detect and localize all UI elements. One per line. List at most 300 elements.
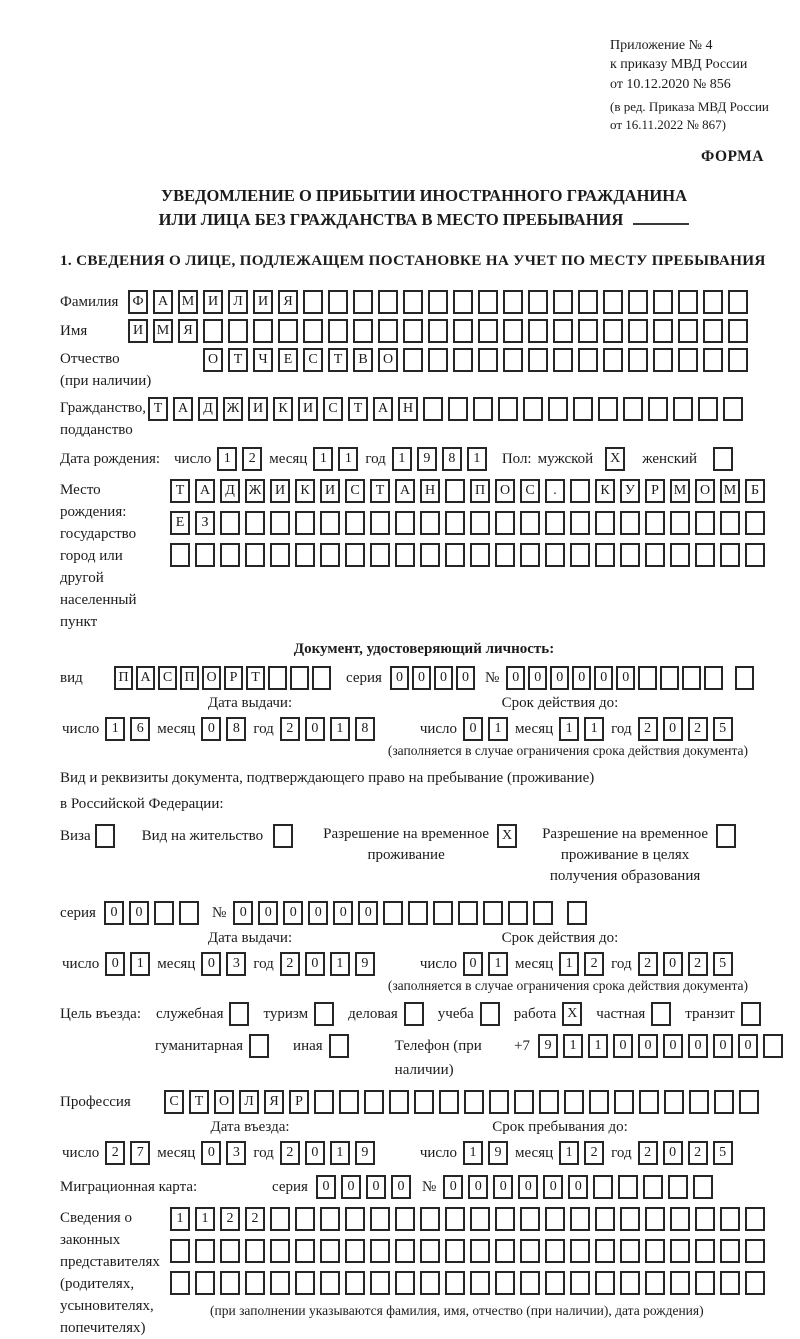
char-cell: 0 [568,1175,588,1199]
char-cell: П [114,666,133,690]
char-cell [653,319,673,343]
char-cell [249,1034,269,1058]
char-cell: 1 [130,952,150,976]
char-cell [378,319,398,343]
form-title [60,184,788,232]
char-cell [573,397,593,421]
phone-group [395,1034,788,1082]
char-cell: Л [239,1090,259,1114]
date-part-label: год [611,1144,632,1161]
name-label: Имя [60,322,88,339]
char-cell [643,1175,663,1199]
char-cell [589,1090,609,1114]
visa-option [60,824,120,848]
migration-number-label: № [421,1178,437,1195]
char-cell: 2 [638,717,658,741]
char-cell [220,1239,240,1263]
char-cell [428,348,448,372]
char-cell [470,543,490,567]
stay-date-headings [60,930,788,950]
stay-until-boxes [418,1141,738,1165]
char-cell [428,319,448,343]
char-cell: 0 [305,952,325,976]
char-cell: 2 [280,1141,300,1165]
char-cell [570,543,590,567]
doc-issue-date-boxes [60,717,380,741]
char-cell [735,666,754,690]
purpose-business-checkbox [404,1002,429,1026]
char-cell [645,1239,665,1263]
char-cell: 0 [434,666,453,690]
char-cell: Т [370,479,390,503]
surname-boxes [128,290,753,314]
guardians-boxes-stack [170,1207,770,1295]
char-cell [720,1207,740,1231]
purpose-row-1 [60,1002,788,1026]
char-cell: 2 [242,447,262,471]
guardians-label-line2: законных [60,1231,121,1248]
doc-issue-date-heading: Дата выдачи: [207,694,293,711]
date-part-boxes [201,717,251,741]
char-cell: С [158,666,177,690]
char-cell [548,397,568,421]
section-1-fields [60,290,788,1339]
temp-residence-edu-label-line1: Разрешение на временное [542,825,709,842]
date-part-boxes [463,1141,513,1165]
sex-label: Пол: [501,450,532,467]
char-cell [668,1175,688,1199]
char-cell: 2 [688,717,708,741]
date-part-label: год [611,955,632,972]
char-cell [670,511,690,535]
char-cell [695,511,715,535]
char-cell [179,901,199,925]
char-cell [703,290,723,314]
char-cell [670,1271,690,1295]
char-cell [564,1090,584,1114]
stay-number-label: № [211,904,227,921]
entry-dates-row [60,1141,788,1165]
char-cell [645,1207,665,1231]
char-cell [523,397,543,421]
char-cell [618,1175,638,1199]
char-cell [741,1002,761,1026]
char-cell: 1 [330,1141,350,1165]
char-cell [345,1271,365,1295]
char-cell [345,1207,365,1231]
char-cell [370,1271,390,1295]
surname-label: Фамилия [60,293,119,310]
char-cell: 9 [355,952,375,976]
char-cell: М [178,290,198,314]
char-cell: Д [220,479,240,503]
char-cell: А [395,479,415,503]
char-cell [695,543,715,567]
char-cell [720,511,740,535]
char-cell [695,1207,715,1231]
char-cell [570,1271,590,1295]
char-cell [448,397,468,421]
char-cell [483,901,503,925]
char-cell: 0 [528,666,547,690]
char-cell [693,1175,713,1199]
char-cell: 0 [663,1141,683,1165]
date-part-boxes [280,952,380,976]
char-cell [478,348,498,372]
char-cell [433,901,453,925]
char-cell [295,543,315,567]
char-cell: 0 [493,1175,513,1199]
char-cell: 1 [170,1207,190,1231]
purpose-option-transit [685,1002,765,1026]
date-part-boxes [201,1141,251,1165]
char-cell: К [273,397,293,421]
char-cell [495,511,515,535]
char-cell: 0 [463,717,483,741]
doc-dates-row [60,717,788,741]
char-cell: 0 [308,901,328,925]
annex-line-2: к приказу МВД России [610,57,748,73]
char-cell [408,901,428,925]
char-cell: А [195,479,215,503]
char-cell: Е [278,348,298,372]
temp-residence-edu-label [542,824,708,887]
char-cell [603,348,623,372]
name-row [60,319,788,343]
char-cell [570,479,590,503]
char-cell [314,1002,334,1026]
date-part-label: год [253,1144,274,1161]
char-cell: 0 [305,717,325,741]
char-cell [704,666,723,690]
purpose-row-2 [60,1034,788,1082]
char-cell [673,397,693,421]
char-cell [370,1239,390,1263]
identity-doc-heading: Документ, удостоверяющий личность: [293,640,555,657]
char-cell: 1 [559,717,579,741]
char-cell [545,543,565,567]
date-part-label: месяц [157,955,196,972]
purpose-study-checkbox [480,1002,505,1026]
guardians-label [60,1207,170,1339]
char-cell [320,1239,340,1263]
char-cell [603,319,623,343]
char-cell: 9 [355,1141,375,1165]
birthplace-row-1 [170,479,770,503]
date-part-boxes [105,717,155,741]
char-cell: 0 [233,901,253,925]
temp-residence-edu-checkbox [716,824,741,848]
char-cell: 1 [338,447,358,471]
guardians-label-line6: попечителях) [60,1319,146,1336]
char-cell [739,1090,759,1114]
purpose-option-label: работа [513,1005,557,1022]
char-cell: 0 [543,1175,563,1199]
char-cell [470,1239,490,1263]
char-cell: 0 [341,1175,361,1199]
char-cell: 0 [616,666,635,690]
char-cell [345,543,365,567]
char-cell [290,666,309,690]
date-part-boxes [638,1141,738,1165]
char-cell: 8 [442,447,462,471]
purpose-humanitarian-checkbox [249,1034,274,1058]
char-cell [620,543,640,567]
date-part-label: год [253,720,274,737]
char-cell [445,1207,465,1231]
char-cell [620,511,640,535]
date-part-label: число [174,450,212,467]
char-cell [570,511,590,535]
date-part-label: число [62,955,100,972]
char-cell [745,1207,765,1231]
date-part-label: месяц [157,720,196,737]
char-cell [670,1207,690,1231]
char-cell [423,397,443,421]
char-cell: 0 [456,666,475,690]
char-cell: Р [289,1090,309,1114]
char-cell [682,666,701,690]
char-cell [404,1002,424,1026]
char-cell [383,901,403,925]
char-cell: 0 [333,901,353,925]
char-cell [395,511,415,535]
date-part-boxes [280,717,380,741]
char-cell: 0 [688,1034,708,1058]
char-cell: Т [228,348,248,372]
char-cell [716,824,736,848]
char-cell [533,901,553,925]
surname-row [60,290,788,314]
char-cell [703,319,723,343]
char-cell [345,511,365,535]
char-cell: . [545,479,565,503]
date-part-label: год [253,955,274,972]
stay-doc-number-row [60,901,788,925]
guardians-label-line4: (родителях, [60,1275,135,1292]
char-cell [545,511,565,535]
char-cell: И [270,479,290,503]
char-cell [520,511,540,535]
date-part-boxes [392,447,492,471]
char-cell [268,666,287,690]
citizenship-row [60,397,788,441]
char-cell: 7 [130,1141,150,1165]
char-cell: С [323,397,343,421]
doc-kind-boxes [114,666,334,690]
char-cell: Р [224,666,243,690]
date-part-label: число [62,1144,100,1161]
stay-valid-until-boxes [418,952,738,976]
char-cell: 1 [313,447,333,471]
date-part-boxes [463,952,513,976]
title-line-2: ИЛИ ЛИЦА БЕЗ ГРАЖДАНСТВА В МЕСТО ПРЕБЫВАНИЯ [158,209,624,229]
char-cell: 0 [390,666,409,690]
char-cell: 1 [217,447,237,471]
char-cell: А [136,666,155,690]
char-cell: Ж [223,397,243,421]
stay-dates-row [60,952,788,976]
char-cell [660,666,679,690]
citizenship-label-line2: подданство [60,421,133,438]
patronymic-label-line2: (при наличии) [60,372,152,389]
date-part-label: год [611,720,632,737]
char-cell: 3 [226,1141,246,1165]
patronymic-row [60,348,788,392]
char-cell: 0 [713,1034,733,1058]
char-cell [445,1239,465,1263]
char-cell: О [214,1090,234,1114]
char-cell [567,901,587,925]
phone-boxes [538,1034,788,1058]
char-cell [520,1239,540,1263]
migration-seriya-boxes [316,1175,416,1199]
char-cell [503,348,523,372]
guardians-row-1 [170,1207,770,1231]
char-cell [278,319,298,343]
char-cell [720,1239,740,1263]
char-cell [620,1271,640,1295]
char-cell [695,1271,715,1295]
char-cell [364,1090,384,1114]
char-cell [545,1271,565,1295]
sex-group [502,447,738,471]
char-cell [603,290,623,314]
char-cell: 1 [467,447,487,471]
char-cell [395,1239,415,1263]
char-cell [245,1239,265,1263]
doc-seriya-boxes [390,666,478,690]
char-cell [445,479,465,503]
birthplace-block [60,479,788,633]
char-cell [270,511,290,535]
migration-seriya-label: серия [272,1178,308,1195]
phone-label: Телефон (при наличии) [394,1037,482,1078]
char-cell: 2 [638,1141,658,1165]
char-cell: 9 [417,447,437,471]
char-cell: Ф [128,290,148,314]
char-cell: 1 [559,952,579,976]
char-cell: 2 [638,952,658,976]
temp-residence-edu-label-line2: проживание в целях [560,846,690,863]
profession-boxes [164,1090,764,1114]
purpose-option-label: иная [293,1037,323,1054]
char-cell: Н [398,397,418,421]
visa-checkbox [95,824,120,848]
char-cell [339,1090,359,1114]
annex-note-1: (в ред. Приказа МВД России [610,98,769,114]
char-cell: 5 [713,1141,733,1165]
char-cell [303,319,323,343]
char-cell [623,397,643,421]
date-part-boxes [638,952,738,976]
char-cell [520,1207,540,1231]
birthplace-label-line4: населенный пункт [60,591,137,630]
char-cell: 0 [201,717,221,741]
migration-card-row [60,1175,788,1199]
char-cell [220,1271,240,1295]
char-cell: И [128,319,148,343]
char-cell [593,1175,613,1199]
char-cell [295,511,315,535]
char-cell [763,1034,783,1058]
date-part-boxes [559,1141,609,1165]
char-cell [353,319,373,343]
date-part-label: год [365,450,386,467]
char-cell [270,1239,290,1263]
title-underline [633,211,689,225]
char-cell: 0 [412,666,431,690]
guardians-block [60,1207,788,1339]
entry-date-headings [60,1119,788,1139]
char-cell [728,290,748,314]
char-cell [670,543,690,567]
doc-number-label: № [484,669,500,686]
identity-doc-row [60,666,788,690]
date-part-label: месяц [157,1144,196,1161]
char-cell: 1 [463,1141,483,1165]
temp-residence-label-line2: проживание [367,846,445,863]
char-cell: 0 [518,1175,538,1199]
date-part-label: месяц [515,1144,554,1161]
char-cell: 2 [584,1141,604,1165]
profession-label: Профессия [60,1093,131,1110]
citizenship-boxes [148,397,748,421]
temp-residence-label [323,824,489,866]
char-cell [245,1271,265,1295]
char-cell: 2 [688,952,708,976]
purpose-label-group [60,1002,147,1026]
char-cell: X [605,447,625,471]
visa-label: Виза [60,827,91,844]
guardians-label-line1: Сведения о [60,1209,132,1226]
char-cell: Л [228,290,248,314]
char-cell: 1 [588,1034,608,1058]
char-cell [470,1207,490,1231]
char-cell [720,1271,740,1295]
char-cell [745,511,765,535]
date-part-label: число [419,1144,458,1161]
purpose-option-business [348,1002,429,1026]
char-cell [295,1239,315,1263]
char-cell [678,290,698,314]
temp-residence-label-line1: Разрешение на временное [323,825,490,842]
char-cell [203,319,223,343]
char-cell: А [373,397,393,421]
char-cell: Я [178,319,198,343]
char-cell [670,1239,690,1263]
char-cell: 1 [330,952,350,976]
char-cell [645,1271,665,1295]
char-cell [473,397,493,421]
citizenship-label-line1: Гражданство, [60,399,147,416]
purpose-option-other [293,1034,354,1058]
char-cell: 2 [688,1141,708,1165]
char-cell [703,348,723,372]
char-cell: О [695,479,715,503]
birthplace-boxes-stack [170,479,770,575]
char-cell: И [320,479,340,503]
guardians-row-3 [170,1271,770,1295]
char-cell: X [562,1002,582,1026]
purpose-option-label: учеба [437,1005,474,1022]
char-cell [570,1207,590,1231]
stay-seriya-label: серия [60,904,96,921]
char-cell [320,543,340,567]
char-cell: Т [148,397,168,421]
char-cell: С [520,479,540,503]
char-cell: 1 [488,952,508,976]
